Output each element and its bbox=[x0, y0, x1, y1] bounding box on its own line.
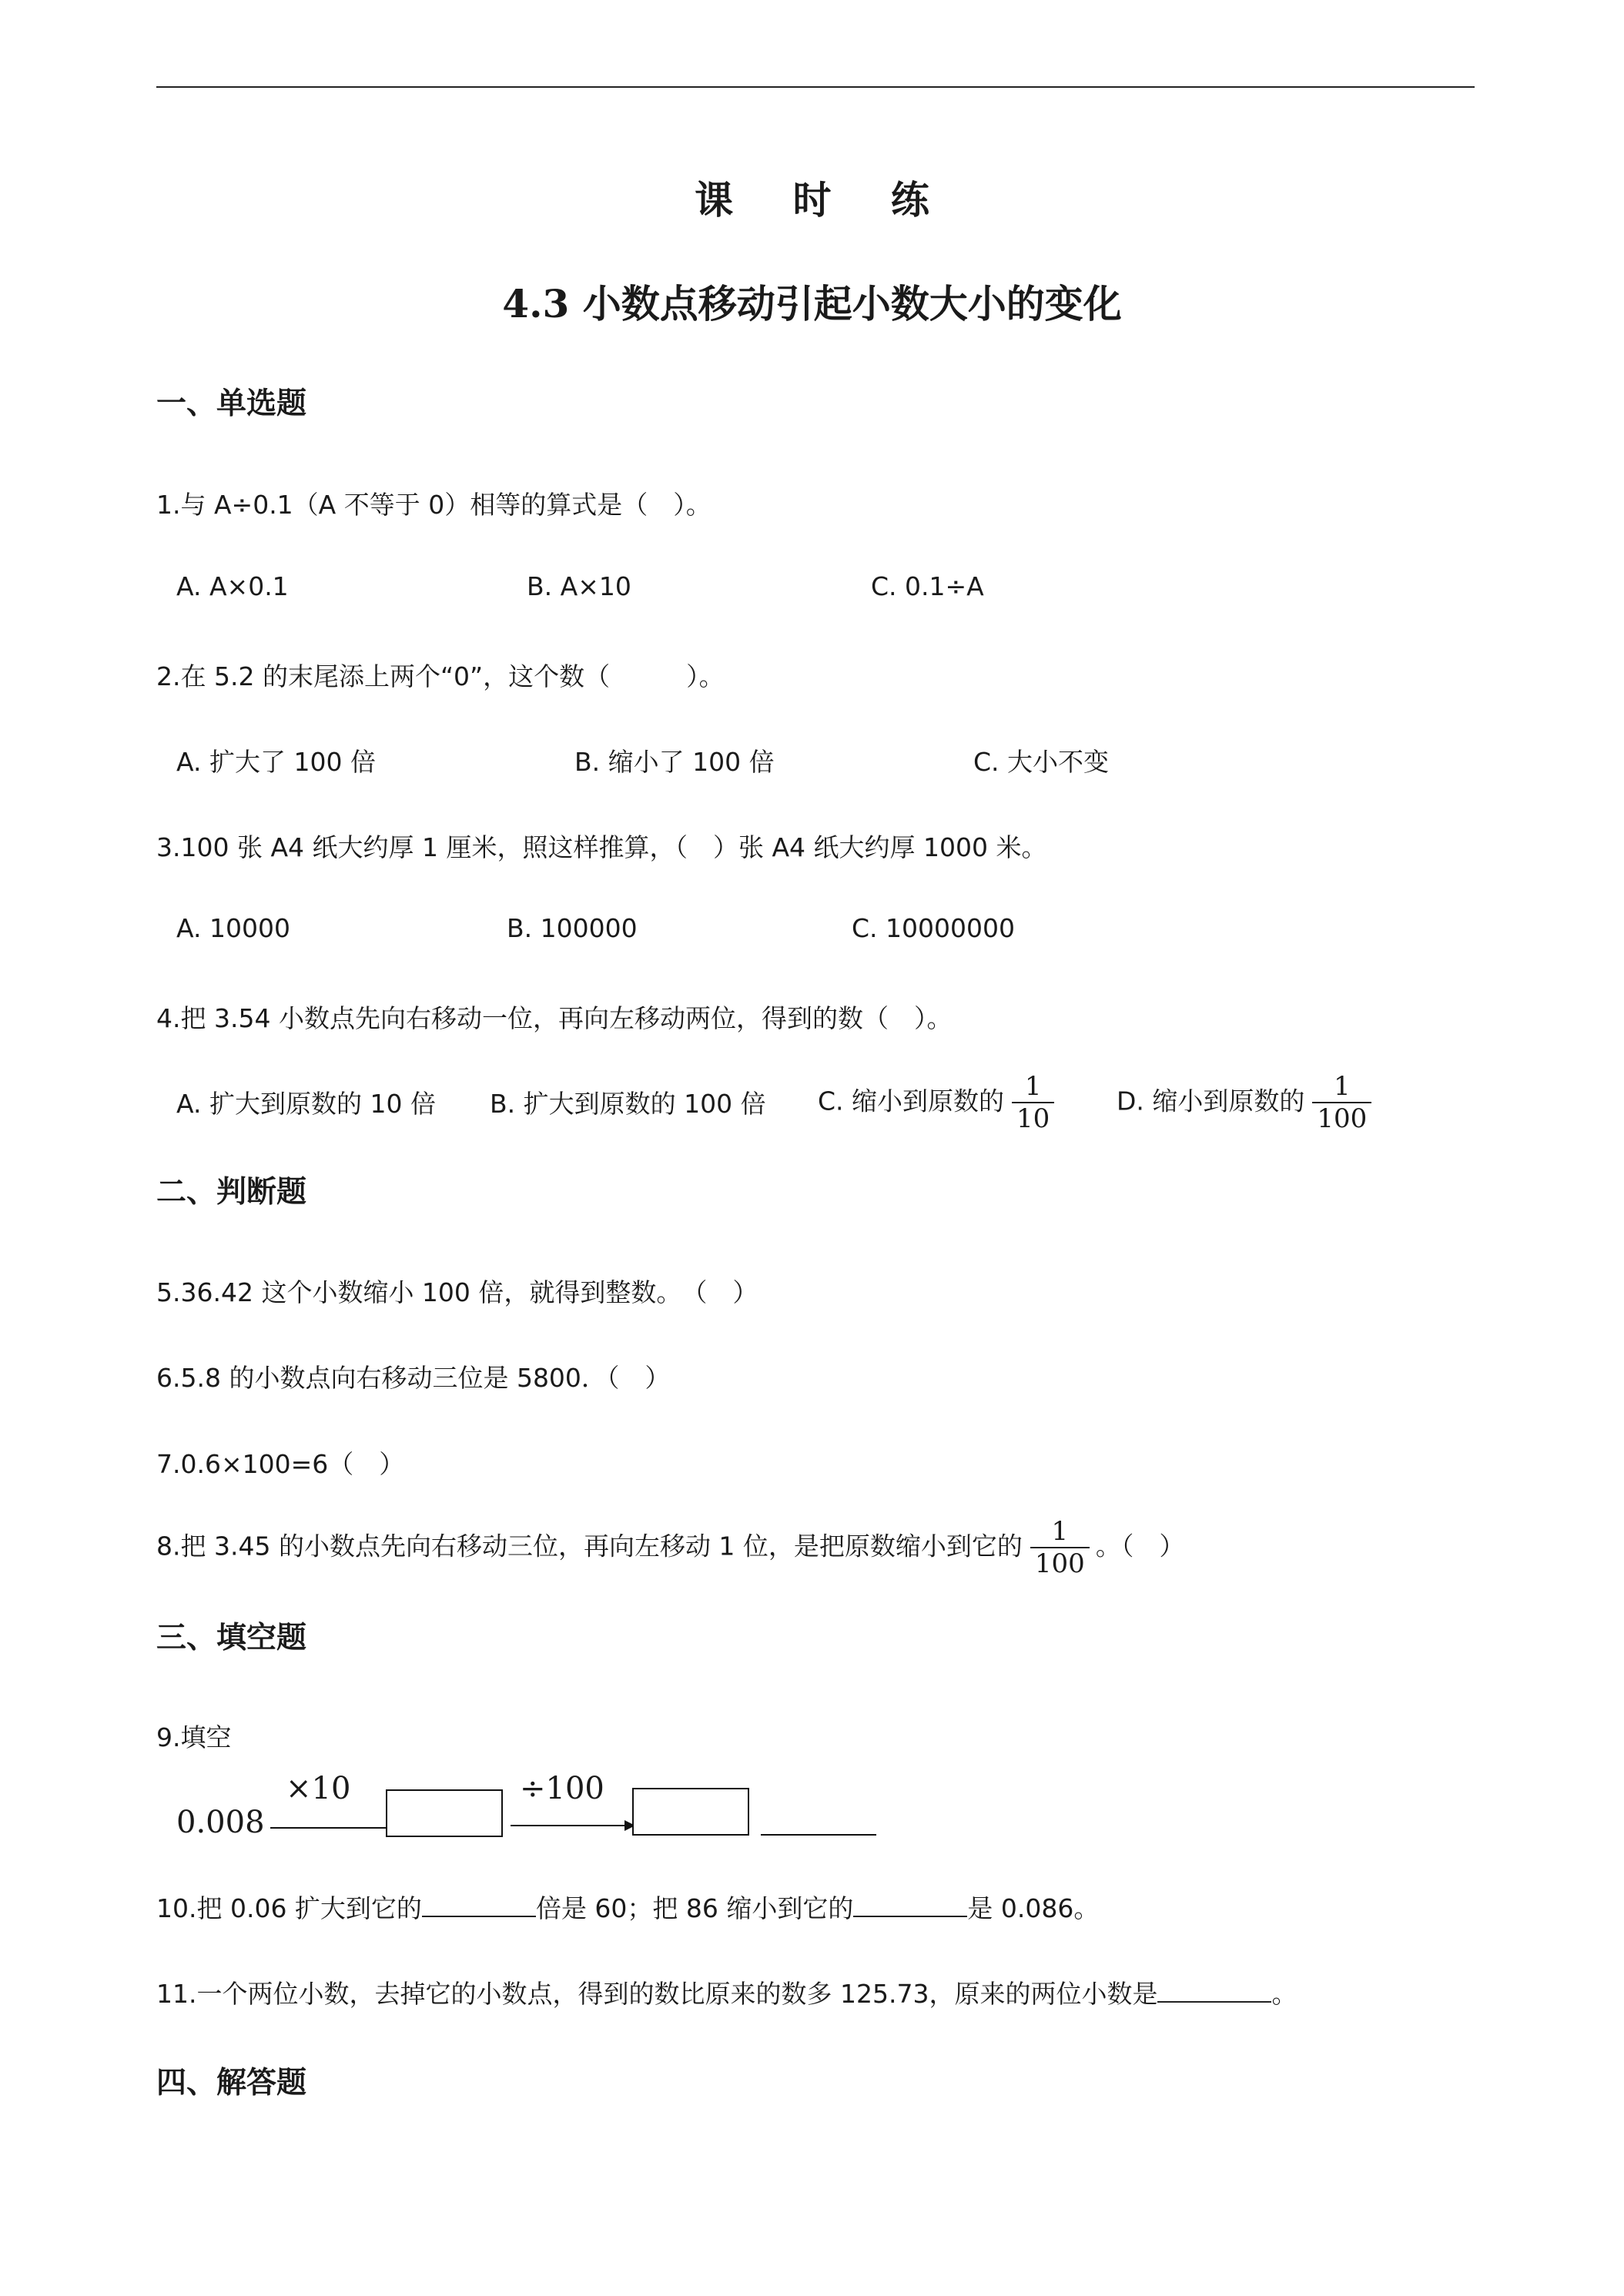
question-2: 2.在 5.2 的末尾添上两个“0”，这个数（ ）。 bbox=[156, 661, 725, 691]
question-8-text: 8.把 3.45 的小数点先向右移动三位，再向左移动 1 位，是把原数缩小到它的 bbox=[156, 1531, 1023, 1561]
question-10-part-2: 倍是 60；把 86 缩小到它的 bbox=[535, 1893, 854, 1923]
question-7: 7.0.6×100=6（ ） bbox=[156, 1449, 405, 1479]
question-9: 9.填空 bbox=[156, 1722, 232, 1752]
question-10 bbox=[156, 1889, 1099, 1925]
question-10-part-3: 是 0.086。 bbox=[967, 1893, 1100, 1923]
question-2-option-c: C. 大小不变 bbox=[973, 747, 1110, 777]
question-8-tail: 。（ ） bbox=[1095, 1531, 1185, 1561]
question-4: 4.把 3.54 小数点先向右移动一位，再向左移动两位，得到的数（ ）。 bbox=[156, 1003, 953, 1033]
section-heading-single-choice: 一、单选题 bbox=[156, 386, 307, 421]
q9-arrow-2-line bbox=[511, 1825, 626, 1826]
fraction-numerator: 1 bbox=[1030, 1518, 1090, 1548]
q9-arrow-1-line bbox=[270, 1827, 393, 1829]
question-11-part-2: 。 bbox=[1271, 1979, 1298, 2009]
page-title: 课 时 练 bbox=[695, 177, 953, 223]
section-heading-true-false: 二、判断题 bbox=[156, 1174, 307, 1210]
question-3: 3.100 张 A4 纸大约厚 1 厘米，照这样推算，（ ）张 A4 纸大约厚 1000 米。 bbox=[156, 832, 1047, 862]
question-8 bbox=[156, 1518, 1184, 1577]
question-11-blank[interactable] bbox=[1157, 1978, 1271, 2003]
question-1-option-c: C. 0.1÷A bbox=[871, 571, 984, 601]
question-1: 1.与 A÷0.1（A 不等于 0）相等的算式是（ ）。 bbox=[156, 490, 712, 520]
q9-start-value: 0.008 bbox=[176, 1805, 265, 1840]
question-11 bbox=[156, 1974, 1297, 2010]
question-2-option-a: A. 扩大了 100 倍 bbox=[176, 747, 376, 777]
question-4-option-c bbox=[818, 1073, 1054, 1132]
question-2-option-b: B. 缩小了 100 倍 bbox=[574, 747, 775, 777]
question-4-option-b: B. 扩大到原数的 100 倍 bbox=[490, 1089, 766, 1119]
question-5: 5.36.42 这个小数缩小 100 倍，就得到整数。 （ ） bbox=[156, 1277, 758, 1307]
question-10-part-1: 10.把 0.06 扩大到它的 bbox=[156, 1893, 422, 1923]
section-heading-fill-blank: 三、填空题 bbox=[156, 1620, 307, 1655]
fraction-one-tenth bbox=[1012, 1073, 1054, 1132]
question-4-option-d-label: D. 缩小到原数的 bbox=[1117, 1086, 1305, 1116]
question-1-option-b: B. A×10 bbox=[527, 571, 631, 601]
question-1-option-a: A. A×0.1 bbox=[176, 571, 289, 601]
question-6: 6.5.8 的小数点向右移动三位是 5800．（ ） bbox=[156, 1363, 671, 1393]
fraction-one-hundredth bbox=[1312, 1073, 1371, 1132]
question-3-option-b: B. 100000 bbox=[507, 913, 638, 943]
q9-arrow-diagram bbox=[173, 1771, 897, 1856]
header-rule bbox=[156, 86, 1475, 88]
question-10-blank-2[interactable] bbox=[853, 1893, 967, 1917]
fraction-numerator: 1 bbox=[1312, 1073, 1371, 1103]
question-3-option-a: A. 10000 bbox=[176, 913, 290, 943]
question-11-part-1: 11.一个两位小数，去掉它的小数点，得到的数比原来的数多 125.73，原来的两位小数是 bbox=[156, 1979, 1158, 2009]
q9-answer-box-2[interactable] bbox=[632, 1788, 749, 1836]
q9-answer-box-1[interactable] bbox=[386, 1789, 503, 1837]
fraction-numerator: 1 bbox=[1012, 1073, 1054, 1103]
fraction-denominator: 10 bbox=[1016, 1103, 1050, 1134]
question-3-option-c: C. 10000000 bbox=[852, 913, 1015, 943]
section-heading-solve: 四、解答题 bbox=[156, 2065, 307, 2100]
question-10-blank-1[interactable] bbox=[422, 1893, 536, 1917]
question-4-option-d bbox=[1117, 1073, 1371, 1132]
fraction-denominator: 100 bbox=[1034, 1548, 1085, 1579]
question-4-option-a: A. 扩大到原数的 10 倍 bbox=[176, 1089, 436, 1119]
q9-answer-blank[interactable] bbox=[761, 1834, 876, 1836]
page-subtitle: 4.3 小数点移动引起小数大小的变化 bbox=[502, 281, 1122, 326]
q9-operation-multiply: ×10 bbox=[286, 1771, 351, 1806]
fraction-denominator: 100 bbox=[1317, 1103, 1368, 1134]
q9-operation-divide: ÷100 bbox=[520, 1771, 604, 1806]
fraction-one-hundredth bbox=[1030, 1518, 1090, 1577]
question-4-option-c-label: C. 缩小到原数的 bbox=[818, 1086, 1005, 1116]
